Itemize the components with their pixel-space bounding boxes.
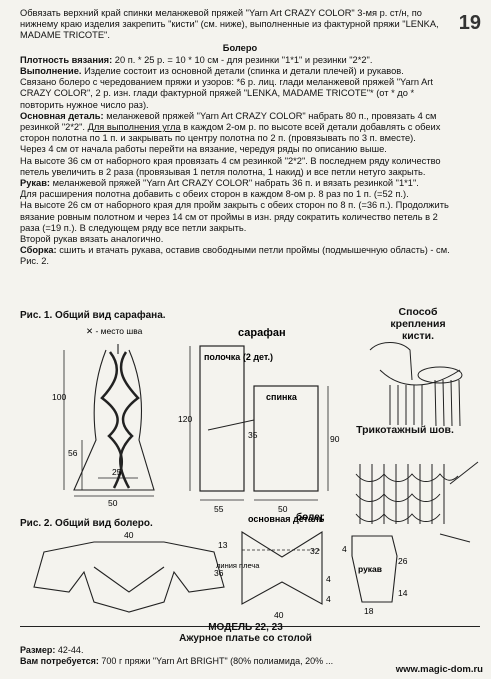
figure-1-diagram bbox=[14, 310, 344, 525]
sarafan-title: сарафан bbox=[238, 327, 286, 339]
shoulder-line-label: линия плеча bbox=[216, 561, 260, 570]
main-part-paragraph bbox=[20, 111, 460, 145]
main-part-text4: На высоте 36 см от наборного края провязать 4 см резинкой "2*2". В последнем ряду количество петель увеличить в 2 раза (провязывая 1 петля полотна, 1 накид) и все петли нетуго закрыть. bbox=[20, 155, 441, 177]
arrow-front-back bbox=[208, 420, 254, 430]
execution-text: Изделие состоит из основной детали (спинка и детали плечей) и рукавов. bbox=[81, 66, 404, 77]
sleeve-text4: Второй рукав вязать аналогично. bbox=[20, 234, 164, 245]
sleeve-text3: На высоте 26 см от наборного края для пройм закрыть с обеих сторон по 8 п. (=36 п.). Продолжить вязание ровным полотном и через 14 см от проймы в изн. ряду сократить количество петель в 2 раза (=19 п.). В следующем ряду все петли закрыть. bbox=[20, 200, 449, 233]
dim-50: 50 bbox=[108, 498, 118, 508]
main-part-text1: меланжевой пряжей "Yarn Art CRAZY COLOR" набрать 80 п., провязать 4 см резинкой "2*2". bbox=[20, 110, 437, 133]
seam-mark-legend: ✕ - место шва bbox=[86, 326, 143, 336]
size-line bbox=[20, 645, 485, 656]
dim-25: 25 bbox=[112, 467, 122, 477]
dim-36: 36 bbox=[214, 568, 224, 578]
sleeve-text2: Для расширения полотна добавить с обеих сторон в каждом 8-ом р. 8 раз по 1 п. (=52 п.). bbox=[20, 189, 409, 200]
dim-55: 55 bbox=[214, 504, 224, 514]
assembly-text: сшить и втачать рукава, оставив свободными петли проймы (подмышечную область) - см. Рис. 2. bbox=[20, 245, 450, 267]
size-label: Размер: bbox=[20, 645, 56, 655]
dim-14: 14 bbox=[398, 588, 408, 598]
sleeve-piece-label: рукав bbox=[358, 564, 383, 574]
tassel-illustration bbox=[340, 330, 490, 430]
dim-4a: 4 bbox=[326, 574, 331, 584]
execution-label: Выполнение. bbox=[20, 66, 82, 77]
dim-35: 35 bbox=[248, 430, 258, 440]
seam-title: Трикотажный шов. bbox=[356, 424, 454, 436]
dim-4c: 4 bbox=[342, 544, 347, 554]
front-pattern-piece bbox=[200, 346, 244, 491]
dim-56: 56 bbox=[68, 448, 78, 458]
dim-40: 40 bbox=[124, 530, 134, 540]
density-label: Плотность вязания: bbox=[20, 54, 113, 65]
main-part-text3: Через 4 см от начала работы перейти на вязание, чередуя ряды по описанию выше. bbox=[20, 144, 387, 155]
instructions-text bbox=[20, 8, 460, 268]
section-title: Болеро bbox=[222, 42, 258, 53]
dim-40b: 40 bbox=[274, 610, 284, 620]
page-number: 19 bbox=[458, 12, 481, 34]
need-label: Вам потребуется: bbox=[20, 656, 99, 666]
main-part-underline: Для выполнения угла bbox=[87, 122, 181, 133]
main-part-label-line: основная деталь bbox=[248, 514, 325, 524]
sleeve-text1: меланжевой пряжей "Yarn Art CRAZY COLOR" набрать 36 п. и вязать резинкой "1*1". bbox=[50, 178, 419, 189]
dim-13: 13 bbox=[218, 540, 228, 550]
back-label: спинка bbox=[266, 392, 297, 402]
model-heading bbox=[0, 622, 491, 644]
model-title: МОДЕЛЬ 22, 23 bbox=[208, 622, 283, 633]
dim-50b: 50 bbox=[278, 504, 288, 514]
figure-2-caption: Рис. 2. Общий вид болеро. bbox=[20, 518, 153, 529]
sleeve-paragraph bbox=[20, 178, 460, 189]
pattern-paragraph: Связано болеро с чередованием пряжи и узоров: *6 р. лиц. глади меланжевой пряжей "Yarn Art CRAZY COLOR", 2 р. изн. глади фактурной пряжей "LENKA, MADAME TRICOTE"* (от * до * повторить нужное число раз). bbox=[20, 77, 433, 110]
size-value: 42-44. bbox=[55, 645, 84, 655]
dim-26: 26 bbox=[398, 556, 408, 566]
density-text: 20 п. * 25 р. = 10 * 10 см - для резинки "1*1" и резинки "2*2". bbox=[112, 54, 373, 65]
website-watermark: www.magic-dom.ru bbox=[395, 664, 483, 675]
model-subtitle: Ажурное платье со столой bbox=[179, 633, 312, 644]
dim-32: 32 bbox=[310, 546, 320, 556]
tassel-title: Способ крепления кисти. bbox=[390, 306, 446, 342]
bolero-sketch bbox=[34, 542, 224, 612]
dim-18: 18 bbox=[364, 606, 374, 616]
bolero-title: болер bbox=[296, 512, 324, 523]
dim-120: 120 bbox=[178, 414, 193, 424]
assembly-label: Сборка: bbox=[20, 245, 57, 256]
side-illustrations bbox=[340, 300, 490, 630]
density-paragraph bbox=[20, 55, 460, 66]
assembly-paragraph bbox=[20, 245, 460, 267]
figure-1-caption: Рис. 1. Общий вид сарафана. bbox=[20, 310, 166, 321]
sleeve-label: Рукав: bbox=[20, 178, 51, 189]
front-label-line1: полочка (2 дет.) bbox=[204, 352, 274, 362]
figure-1-sarafan bbox=[14, 310, 344, 525]
execution-paragraph bbox=[20, 66, 460, 77]
main-part-label: Основная деталь: bbox=[20, 110, 104, 121]
dim-90: 90 bbox=[330, 434, 340, 444]
dim-4b: 4 bbox=[326, 594, 331, 604]
intro-paragraph: Обвязать верхний край спинки меланжевой пряжей "Yarn Art CRAZY COLOR" 3-мя р. ст/н, по нижнему краю изделия закрепить "кисти" (см. ниже), выполненные из фактурной пряжи "LENKA, MADAME TRICOTE". bbox=[20, 8, 439, 41]
dim-100: 100 bbox=[52, 392, 67, 402]
seam-illustration bbox=[340, 454, 490, 549]
need-value: 700 г пряжи "Yarn Art BRIGHT" (80% полиамида, 20% ... bbox=[98, 656, 334, 666]
main-part-text2: в каждом 2-ом р. по высоте всей детали добавлять с обеих сторон полотна по 1 п. и закрывать по центру полотна по 2 п. (провязывать по 3 п. вместе). bbox=[20, 122, 441, 144]
